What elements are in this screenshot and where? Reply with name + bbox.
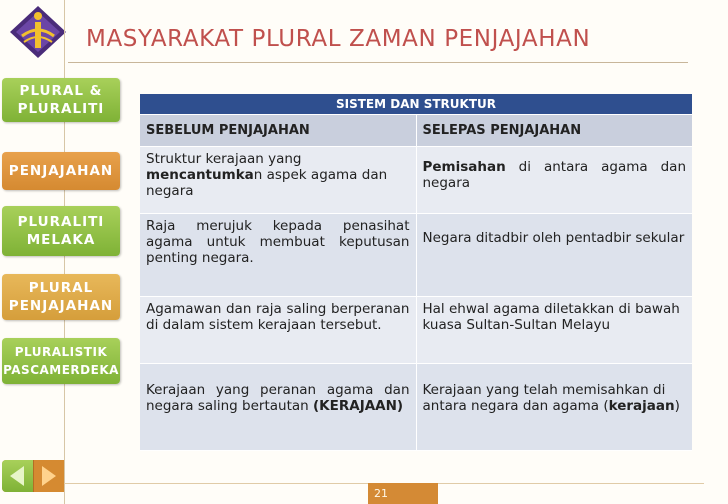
table-row xyxy=(140,214,692,297)
nav-label-line: PLURALITI xyxy=(17,214,105,230)
nav-label-line: PENJAJAHAN xyxy=(8,163,114,179)
prev-button[interactable] xyxy=(2,460,33,492)
table-row xyxy=(140,297,692,364)
next-button[interactable] xyxy=(33,460,65,492)
cell-bold-text: Pemisahan xyxy=(422,159,506,175)
cell-text: ) xyxy=(674,398,680,414)
uitm-logo xyxy=(4,2,72,62)
cell-text: Kerajaan yang telah memisahkan di antara negara dan agama ( xyxy=(422,382,666,414)
title-area xyxy=(68,0,708,66)
column-header-after: SELEPAS PENJAJAHAN xyxy=(416,115,692,147)
cell-text: n aspek agama dan negara xyxy=(146,167,388,199)
nav-label-line: PENJAJAHAN xyxy=(8,298,114,314)
comparison-table xyxy=(140,94,692,451)
nav-pluralistik-pascamerdeka-button[interactable] xyxy=(2,338,120,384)
nav-arrows xyxy=(2,460,64,492)
cell-text: Struktur kerajaan yang xyxy=(146,151,302,167)
nav-label-line: PLURAL xyxy=(28,280,94,296)
title-underline xyxy=(68,62,688,63)
nav-plural-penjajahan-button[interactable] xyxy=(2,274,120,320)
cell-after: Hal ehwal agama diletakkan di bawah kuasa Sultan-Sultan Melayu xyxy=(416,297,692,364)
cell-before: Agamawan dan raja saling berperanan di dalam sistem kerajaan tersebut. xyxy=(140,297,416,364)
cell-before xyxy=(140,364,416,451)
cell-before: Raja merujuk kepada penasihat agama untuk membuat keputusan penting negara. xyxy=(140,214,416,297)
nav-label-line: PASCAMERDEKA xyxy=(3,363,119,377)
nav-pluraliti-melaka-button[interactable] xyxy=(2,206,120,256)
cell-text: di antara agama dan negara xyxy=(422,159,686,191)
nav-label-line: PLURALISTIK xyxy=(14,345,108,359)
cell-after xyxy=(416,147,692,214)
nav-plural-pluraliti-button[interactable] xyxy=(2,78,120,122)
arrow-left-icon xyxy=(10,466,24,486)
column-header-before: SEBELUM PENJAJAHAN xyxy=(140,115,416,147)
page-number: 21 xyxy=(368,483,438,504)
cell-text: Kerajaan yang peranan agama dan negara saling bertautan xyxy=(146,382,410,414)
cell-bold-text: mencantumka xyxy=(146,167,254,183)
cell-bold-text: (KERAJAAN) xyxy=(313,398,404,414)
nav-label-line: MELAKA xyxy=(26,232,96,248)
nav-penjajahan-button[interactable] xyxy=(2,152,120,190)
nav-label-line: PLURALITI xyxy=(17,101,105,117)
table-row xyxy=(140,147,692,214)
cell-after: Negara ditadbir oleh pentadbir sekular xyxy=(416,214,692,297)
slide-title: MASYARAKAT PLURAL ZAMAN PENJAJAHAN xyxy=(86,26,591,52)
cell-after xyxy=(416,364,692,451)
cell-bold-text: kerajaan xyxy=(608,398,675,414)
arrow-right-icon xyxy=(42,466,56,486)
table-header: SISTEM DAN STRUKTUR xyxy=(140,94,692,115)
nav-label-line: PLURAL & xyxy=(19,83,103,99)
table-row xyxy=(140,364,692,451)
cell-before xyxy=(140,147,416,214)
